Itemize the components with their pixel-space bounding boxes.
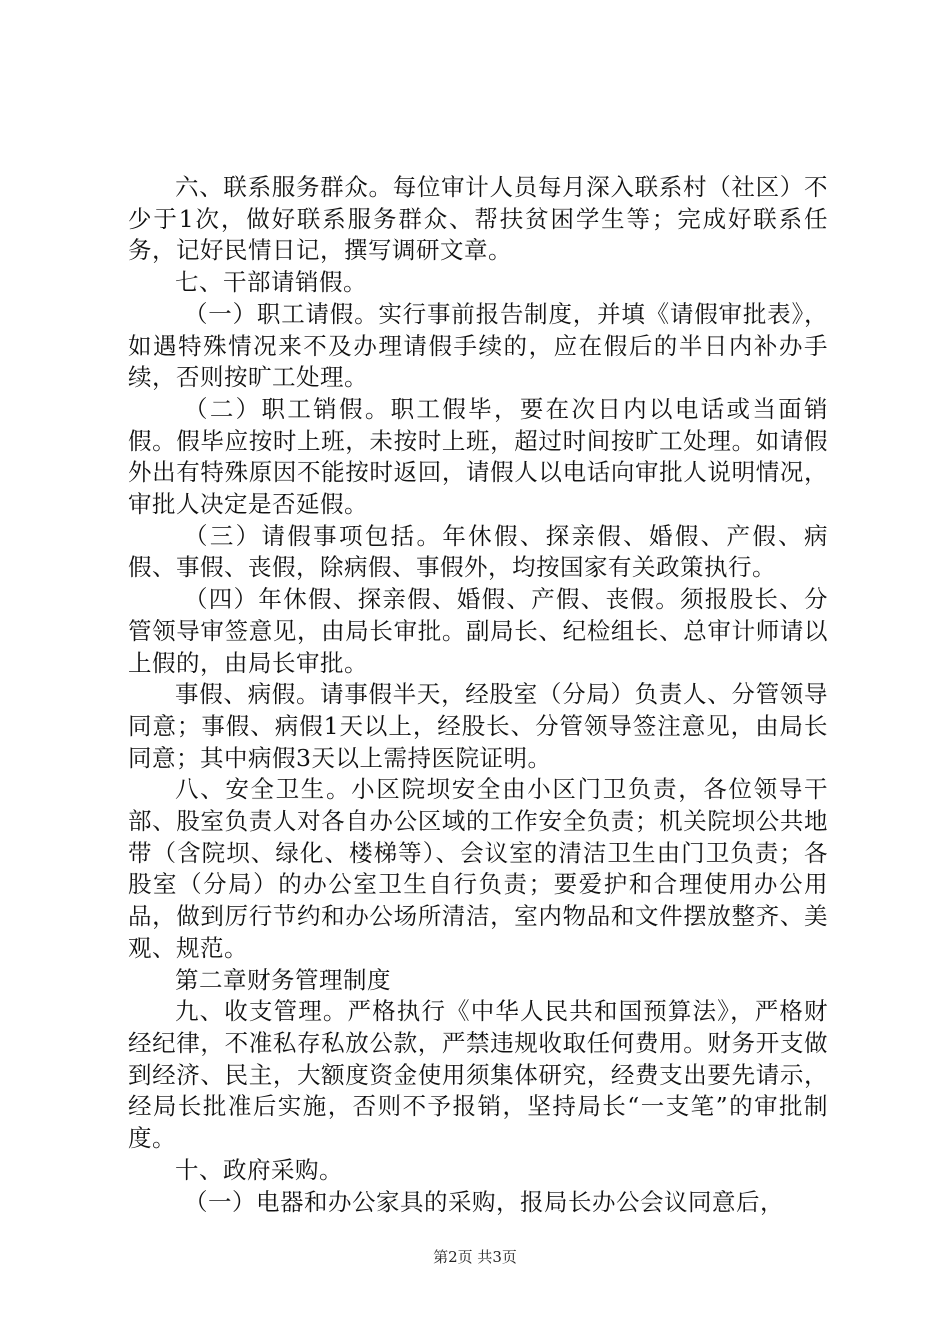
paragraph-leave-request: （一）职工请假。实行事前报告制度，并填《请假审批表》，如遇特殊情况来不及办理请假手续的，应在假后的半日内补办手续，否则按旷工处理。 [128,299,828,392]
paragraph-leave-types: （三）请假事项包括。年休假、探亲假、婚假、产假、病假、事假、丧假，除病假、事假外，均按国家有关政策执行。 [128,521,828,582]
document-body [128,172,828,1218]
paragraph-leave-heading: 七、干部请销假。 [175,268,367,297]
page-number-footer: 第2页 共3页 [433,1248,517,1266]
paragraph-procurement-appliances: （一）电器和办公家具的采购，报局长办公会议同意后， [184,1187,784,1216]
paragraph-sick-leave: 事假、病假。请事假半天，经股室（分局）负责人、分管领导同意；事假、病假1天以上，经股长、分管领导签注意见，由局长同意；其中病假3天以上需持医院证明。 [128,680,828,772]
paragraph-annual-leave: （四）年休假、探亲假、婚假、产假、丧假。须报股长、分管领导审签意见，由局长审批。副局长、纪检组长、总审计师请以上假的，由局长审批。 [128,585,828,677]
paragraph-income-expense: 九、收支管理。严格执行《中华人民共和国预算法》，严格财经纪律，不准私存私放公款，严禁违规收取任何费用。财务开支做到经济、民主，大额度资金使用须集体研究，经费支出要先请示，经局长批准后实施，否则不予报销，坚持局长“一支笔”的审批制度。 [128,997,828,1153]
chapter-heading-finance: 第二章财务管理制度 [175,965,391,994]
paragraph-safety-hygiene: 八、安全卫生。小区院坝安全由小区门卫负责，各位领导干部、股室负责人对各自办公区域的工作安全负责；机关院坝公共地带（含院坝、绿化、楼梯等）、会议室的清洁卫生由门卫负责；各股室（分局）的办公室卫生自行负责；要爱护和合理使用办公用品，做到厉行节约和办公场所清洁，室内物品和文件摆放整齐、美观、规范。 [128,775,828,962]
paragraph-contact-masses: 六、联系服务群众。每位审计人员每月深入联系村（社区）不少于1次，做好联系服务群众、帮扶贫困学生等；完成好联系任务，记好民情日记，撰写调研文章。 [128,173,828,265]
paragraph-leave-cancel: （二）职工销假。职工假毕，要在次日内以电话或当面销假。假毕应按时上班，未按时上班，超过时间按旷工处理。如请假外出有特殊原因不能按时返回，请假人以电话向审批人说明情况，审批人决定是否延假。 [128,394,828,519]
paragraph-procurement-heading: 十、政府采购。 [175,1155,343,1184]
